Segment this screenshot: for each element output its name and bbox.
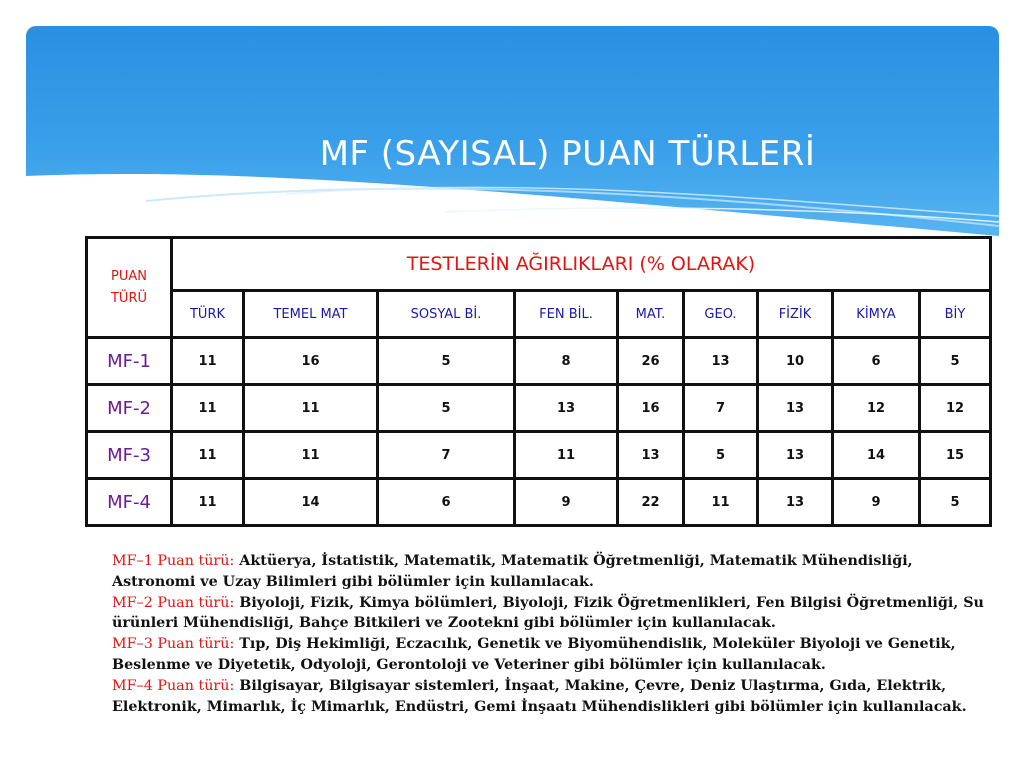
row-label: MF-1 bbox=[87, 338, 172, 385]
table-cell: 13 bbox=[758, 479, 833, 526]
table-cell: 7 bbox=[378, 432, 515, 479]
table-cell: 8 bbox=[515, 338, 618, 385]
table-row bbox=[87, 479, 991, 526]
table-cell: 10 bbox=[758, 338, 833, 385]
table-cell: 12 bbox=[833, 385, 920, 432]
table-cell: 13 bbox=[758, 385, 833, 432]
table-cell: 14 bbox=[833, 432, 920, 479]
table-cell: 5 bbox=[684, 432, 758, 479]
table-cell: 13 bbox=[618, 432, 684, 479]
note-text: Biyoloji, Fizik, Kimya bölümleri, Biyoloji, Fizik Öğretmenlikleri, Fen Bilgisi Öğretmenliği, Su ürünleri Mühendisliği, Bahçe Bitkileri ve Zootekni gibi bölümler için kullanılacak. bbox=[112, 594, 984, 632]
table-cell: 16 bbox=[618, 385, 684, 432]
table-cell: 7 bbox=[684, 385, 758, 432]
table-cell: 6 bbox=[833, 338, 920, 385]
puan-turu-notes bbox=[112, 551, 992, 717]
table-cell: 15 bbox=[920, 432, 991, 479]
table-cell: 26 bbox=[618, 338, 684, 385]
col-header: BİY bbox=[920, 291, 991, 338]
table-cell: 11 bbox=[172, 479, 244, 526]
note-label: MF–3 Puan türü: bbox=[112, 636, 235, 653]
table-cell: 11 bbox=[684, 479, 758, 526]
table-cell: 13 bbox=[515, 385, 618, 432]
title-banner bbox=[26, 26, 999, 250]
note-mf1 bbox=[112, 551, 992, 593]
table-cell: 5 bbox=[378, 385, 515, 432]
table-row bbox=[87, 338, 991, 385]
table-cell: 13 bbox=[684, 338, 758, 385]
column-header-row bbox=[87, 291, 991, 338]
col-header: TEMEL MAT bbox=[244, 291, 378, 338]
note-text: Tıp, Diş Hekimliği, Eczacılık, Genetik ve Biyomühendislik, Moleküler Biyoloji ve Genetik, Beslenme ve Diyetetik, Odyoloji, Gerontoloji ve Veteriner gibi bölümler için kullanılacak. bbox=[112, 636, 956, 673]
table-cell: 16 bbox=[244, 338, 378, 385]
table-cell: 11 bbox=[172, 385, 244, 432]
row-label: MF-3 bbox=[87, 432, 172, 479]
table-cell: 5 bbox=[378, 338, 515, 385]
table-cell: 6 bbox=[378, 479, 515, 526]
table-row bbox=[87, 432, 991, 479]
puan-turu-header bbox=[87, 238, 172, 338]
row-label: MF-4 bbox=[87, 479, 172, 526]
row-label: MF-2 bbox=[87, 385, 172, 432]
col-header: KİMYA bbox=[833, 291, 920, 338]
note-label: MF–4 Puan türü: bbox=[112, 677, 235, 694]
turu-label: TÜRÜ bbox=[110, 290, 147, 306]
col-header: TÜRK bbox=[172, 291, 244, 338]
col-header: MAT. bbox=[618, 291, 684, 338]
table-cell: 11 bbox=[172, 432, 244, 479]
table-cell: 12 bbox=[920, 385, 991, 432]
table-cell: 22 bbox=[618, 479, 684, 526]
note-label: MF–1 Puan türü: bbox=[112, 553, 235, 569]
page-title: MF (SAYISAL) PUAN TÜRLERİ bbox=[319, 134, 816, 174]
note-text: Bilgisayar, Bilgisayar sistemleri, İnşaat, Makine, Çevre, Deniz Ulaştırma, Gıda, Elektrik, Elektronik, Mimarlık, İç Mimarlık, Endüstri, Gemi İnşaatı Mühendislikleri gibi bölümler için kullanılacak. bbox=[112, 677, 967, 715]
table-cell: 11 bbox=[244, 385, 378, 432]
table-cell: 11 bbox=[172, 338, 244, 385]
weights-table bbox=[85, 236, 992, 527]
puan-label: PUAN bbox=[111, 268, 147, 284]
note-text: Aktüerya, İstatistik, Matematik, Matematik Öğretmenliği, Matematik Mühendisliği, Astronomi ve Uzay Bilimleri gibi bölümler için kullanılacak. bbox=[112, 553, 913, 590]
note-mf3 bbox=[112, 634, 992, 676]
table-cell: 9 bbox=[515, 479, 618, 526]
table-cell: 14 bbox=[244, 479, 378, 526]
col-header: FİZİK bbox=[758, 291, 833, 338]
table-cell: 11 bbox=[515, 432, 618, 479]
note-mf2 bbox=[112, 593, 992, 635]
table-cell: 9 bbox=[833, 479, 920, 526]
col-header: FEN BİL. bbox=[515, 291, 618, 338]
note-label: MF–2 Puan türü: bbox=[112, 594, 235, 611]
col-header: SOSYAL Bİ. bbox=[378, 291, 515, 338]
note-mf4 bbox=[112, 676, 992, 718]
table-cell: 13 bbox=[758, 432, 833, 479]
table-row bbox=[87, 385, 991, 432]
table-cell: 5 bbox=[920, 338, 991, 385]
table-cell: 5 bbox=[920, 479, 991, 526]
col-header: GEO. bbox=[684, 291, 758, 338]
weights-title: TESTLERİN AĞIRLIKLARI (% OLARAK) bbox=[172, 238, 991, 291]
table-cell: 11 bbox=[244, 432, 378, 479]
